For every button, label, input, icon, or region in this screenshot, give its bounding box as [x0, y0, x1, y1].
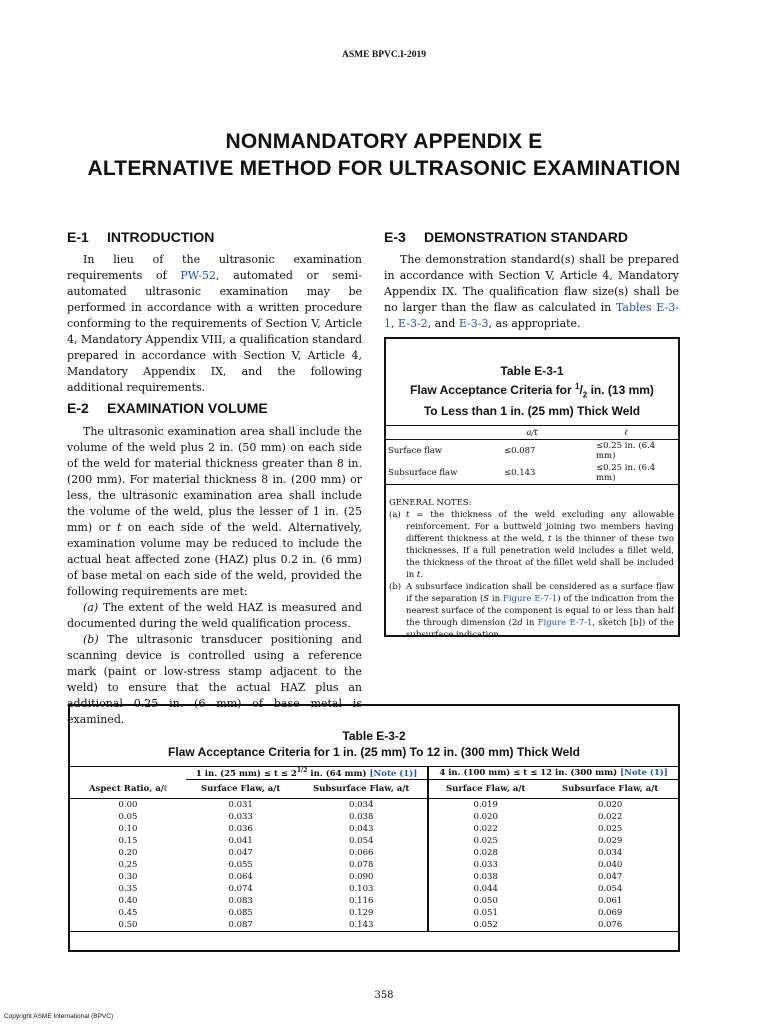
section-e3-heading	[384, 229, 628, 245]
variable-t: t	[548, 534, 552, 545]
table-e31-grid	[386, 425, 678, 485]
value-cell: 0.066	[295, 847, 428, 859]
paragraph-text: In lieu of the ultrasonic examination requirements of	[67, 253, 362, 282]
value-cell: 0.116	[295, 895, 428, 907]
variable-t: t	[416, 570, 421, 581]
column-header-l: ℓ	[624, 428, 628, 439]
value-cell: 0.087	[186, 919, 295, 932]
page-number: 358	[374, 990, 394, 1001]
section-number: E-1	[67, 229, 89, 245]
note-text: in	[522, 618, 538, 629]
column-header-at: a/t	[526, 427, 538, 438]
aspect-ratio-cell: 0.45	[118, 907, 138, 918]
variable-t: t	[406, 510, 410, 521]
paragraph-text: The demonstration standard(s) shall be prepared in accordance with Section V, Article 4, Mandatory Appendix IX. The qualification flaw size(s) shall be no larger than the flaw as calculated in	[384, 253, 679, 314]
value-cell: 0.043	[295, 823, 428, 835]
table-e31-notes	[389, 497, 674, 641]
table-row	[70, 859, 678, 871]
value-cell: 0.061	[597, 895, 623, 906]
column-header-aspect: Aspect Ratio, a/ℓ	[88, 784, 168, 794]
value-cell: 0.019	[473, 799, 498, 810]
group-header-1	[186, 767, 428, 780]
value-cell: 0.020	[473, 811, 498, 822]
paragraph-text: , as appropriate.	[488, 317, 581, 330]
variable-d: d	[517, 618, 523, 629]
table-e31-label: Table E-3-1	[500, 364, 564, 378]
column-header-surface-2: Surface Flaw, a/t	[446, 783, 526, 794]
table-row	[386, 462, 678, 485]
note-text: = the thickness of the weld excluding any allowable reinforcement. For a buttweld joining two members having different thickness at the weld,	[406, 510, 674, 545]
aspect-ratio-cell: 0.15	[118, 835, 138, 846]
group-header-2	[428, 767, 678, 780]
value-cell: 0.034	[295, 798, 428, 811]
section-e2-body	[67, 424, 362, 728]
separator: ,	[391, 317, 398, 330]
section-e1-heading	[67, 229, 214, 245]
value-cell: 0.054	[295, 835, 428, 847]
value-cell: 0.047	[228, 847, 253, 858]
value-cell: 0.033	[228, 811, 253, 822]
table-row	[70, 847, 678, 859]
note-text: A subsurface indication shall be considered as a surface flaw if the separation (	[406, 582, 674, 605]
section-number: E-2	[67, 400, 89, 416]
cell-at: ≤0.087	[504, 446, 536, 457]
note-b	[389, 581, 674, 641]
group-text: in. (64 mm)	[307, 768, 370, 779]
table-e31-link[interactable]: Tables E-3-1	[384, 301, 679, 330]
table-row	[70, 871, 678, 883]
column-header-empty	[386, 426, 490, 440]
paragraph-text: on each side of the weld. Alternatively, examination volume may be reduced to include the actual heat affected zone (HAZ) plus 0.2 in. (6 mm) of base metal on each side of the weld, provided the following requirements are met:	[67, 521, 363, 598]
note-text: , sketch [b]) of the subsurface indication.	[406, 618, 675, 641]
value-cell: 0.034	[597, 847, 623, 858]
list-label: (a)	[83, 601, 99, 614]
table-row	[70, 835, 678, 847]
note-label: (b)	[389, 582, 402, 593]
table-e32-label: Table E-3-2	[342, 729, 406, 743]
value-cell: 0.085	[228, 907, 253, 918]
table-e33-link[interactable]: E-3-3	[458, 317, 489, 330]
figure-e71-link[interactable]: Figure E-7-1	[502, 594, 558, 605]
value-cell: 0.028	[473, 847, 498, 858]
variable-s: S	[483, 594, 490, 605]
value-cell: 0.054	[597, 883, 623, 894]
value-cell: 0.031	[228, 799, 253, 810]
value-cell: 0.050	[473, 895, 498, 906]
separator: , and	[427, 317, 459, 330]
value-cell: 0.076	[542, 919, 678, 932]
section-e3-body	[384, 252, 679, 332]
table-row	[70, 811, 678, 823]
section-title: EXAMINATION VOLUME	[107, 400, 268, 416]
aspect-ratio-cell: 0.00	[118, 799, 138, 810]
table-e32	[68, 704, 680, 952]
section-title: INTRODUCTION	[107, 229, 215, 245]
note-1-link[interactable]: [Note (1)]	[369, 768, 418, 779]
table-row	[70, 919, 678, 932]
fraction-denominator: 2	[582, 390, 588, 400]
title-text: Flaw Acceptance Criteria for	[410, 383, 575, 397]
notes-title: GENERAL NOTES:	[389, 498, 472, 509]
column-header-subsurface-2: Subsurface Flaw, a/t	[562, 783, 659, 794]
paragraph-text: , automated or semi-automated ultrasonic examination may be performed in accordance with a written procedure conforming to the requirements of Section V, Article 4, Mandatory Appendix VIII, a qualification standard prepared in accordance with Section V, Article 4, Mandatory Appendix IX, and the following additional requirements.	[67, 269, 362, 394]
table-e32-title: Flaw Acceptance Criteria for 1 in. (25 mm) To 12 in. (300 mm) Thick Weld	[168, 745, 580, 759]
table-row	[386, 440, 678, 463]
cell-l: ≤0.25 in. (6.4 mm)	[596, 441, 656, 462]
aspect-ratio-cell: 0.30	[118, 871, 138, 882]
appendix-title: NONMANDATORY APPENDIX E	[225, 130, 543, 153]
running-head: ASME BPVC.I-2019	[342, 50, 426, 60]
aspect-ratio-cell: 0.25	[118, 859, 138, 870]
variable-t: t	[117, 521, 122, 534]
note-a	[389, 509, 674, 581]
note-1-link[interactable]: [Note (1)]	[620, 768, 668, 778]
table-e31-title: Flaw Acceptance Criteria for $^1/_2$ in. (13 mm)	[410, 382, 654, 400]
aspect-ratio-cell: 0.50	[70, 919, 186, 932]
value-cell: 0.090	[295, 871, 428, 883]
table-row	[70, 883, 678, 895]
value-cell: 0.103	[295, 883, 428, 895]
value-cell: 0.052	[428, 919, 542, 932]
aspect-ratio-cell: 0.10	[118, 823, 138, 834]
value-cell: 0.022	[473, 823, 498, 834]
cell-at: ≤0.143	[504, 468, 536, 479]
note-text: is the thinner of these two thicknesses. If a full penetration weld includes a fillet weld, the thickness of the throat of the fillet weld shall be included in	[406, 534, 674, 581]
row-label: Subsurface flaw	[388, 468, 458, 479]
list-item-text: The ultrasonic transducer positioning and scanning device is controlled using a reference mark (paint or low-stress stamp adjacent to the weld) to ensure that the actual HAZ plus an additional 0.25 in. (6 mm) of base metal is examined.	[67, 633, 362, 726]
table-row	[70, 798, 678, 811]
figure-e71-link[interactable]: Figure E-7-1	[537, 618, 593, 629]
column-header-subsurface-1: Subsurface Flaw, a/t	[295, 780, 428, 799]
aspect-ratio-cell: 0.40	[118, 895, 138, 906]
copyright-notice: Copyright ASME International (BPVC)	[4, 1013, 114, 1020]
table-e32-link[interactable]: E-3-2	[398, 317, 428, 330]
fraction-numerator: 1	[575, 382, 580, 391]
value-cell: 0.038	[295, 811, 428, 823]
group-text: 1 in. (25 mm) ≤ t ≤ 2	[195, 768, 297, 779]
title-text: in. (13 mm)	[587, 383, 654, 397]
note-label: (a)	[389, 510, 401, 521]
list-label: (b)	[83, 633, 99, 646]
value-cell: 0.064	[228, 871, 253, 882]
value-cell: 0.040	[597, 859, 623, 870]
value-cell: 0.020	[597, 799, 623, 810]
value-cell: 0.044	[473, 883, 498, 894]
aspect-ratio-cell: 0.05	[118, 811, 138, 822]
table-e32-body	[70, 798, 678, 931]
column-header-surface-1: Surface Flaw, a/t	[200, 783, 281, 794]
table-row	[70, 907, 678, 919]
value-cell: 0.025	[473, 835, 498, 846]
pw52-link[interactable]: PW-52	[180, 269, 217, 282]
aspect-ratio-cell: 0.35	[118, 883, 138, 894]
value-cell: 0.051	[473, 907, 498, 918]
value-cell: 0.033	[473, 859, 498, 870]
value-cell: 0.029	[597, 835, 623, 846]
table-e32-grid	[70, 766, 678, 932]
group-header-empty	[70, 767, 186, 780]
paragraph-text: The ultrasonic examination area shall include the volume of the weld plus 2 in. (50 mm) on each side of the weld for material thickness greater than 8 in. (200 mm). For material thickness 8 in. (200 mm) or less, the ultrasonic examination area shall include the volume of the weld, plus the lesser of 1 in. (25 mm) or	[67, 425, 362, 534]
section-title: DEMONSTRATION STANDARD	[424, 229, 629, 245]
value-cell: 0.055	[228, 859, 253, 870]
appendix-subtitle: ALTERNATIVE METHOD FOR ULTRASONIC EXAMINATION	[87, 157, 681, 180]
value-cell: 0.129	[295, 907, 428, 919]
fraction: 1/2	[296, 767, 308, 775]
section-e2-heading	[67, 400, 268, 416]
section-e1-body	[67, 252, 362, 396]
table-row	[70, 823, 678, 835]
table-row	[70, 895, 678, 907]
value-cell: 0.074	[228, 883, 253, 894]
note-text: .	[420, 570, 424, 581]
value-cell: 0.022	[597, 811, 623, 822]
value-cell: 0.083	[228, 895, 253, 906]
group-text: 4 in. (100 mm) ≤ t ≤ 12 in. (300 mm)	[439, 768, 621, 778]
aspect-ratio-cell: 0.20	[118, 847, 138, 858]
table-e31	[384, 337, 680, 641]
list-item-text: The extent of the weld HAZ is measured and documented during the weld qualification process.	[67, 601, 362, 630]
table-e31-title-line2: To Less than 1 in. (25 mm) Thick Weld	[423, 404, 641, 419]
row-label: Surface flaw	[388, 446, 443, 457]
value-cell: 0.047	[597, 871, 623, 882]
value-cell: 0.041	[228, 835, 253, 846]
value-cell: 0.069	[597, 907, 623, 918]
note-text: in	[489, 594, 503, 605]
value-cell: 0.078	[295, 859, 428, 871]
cell-l: ≤0.25 in. (6.4 mm)	[596, 463, 656, 484]
value-cell: 0.143	[295, 919, 428, 932]
value-cell: 0.036	[228, 823, 253, 834]
note-text: ) of the indication from the nearest surface of the component is equal to or less than half the through dimension (2	[406, 594, 675, 629]
section-number: E-3	[384, 229, 406, 245]
value-cell: 0.038	[473, 871, 498, 882]
value-cell: 0.025	[597, 823, 623, 834]
